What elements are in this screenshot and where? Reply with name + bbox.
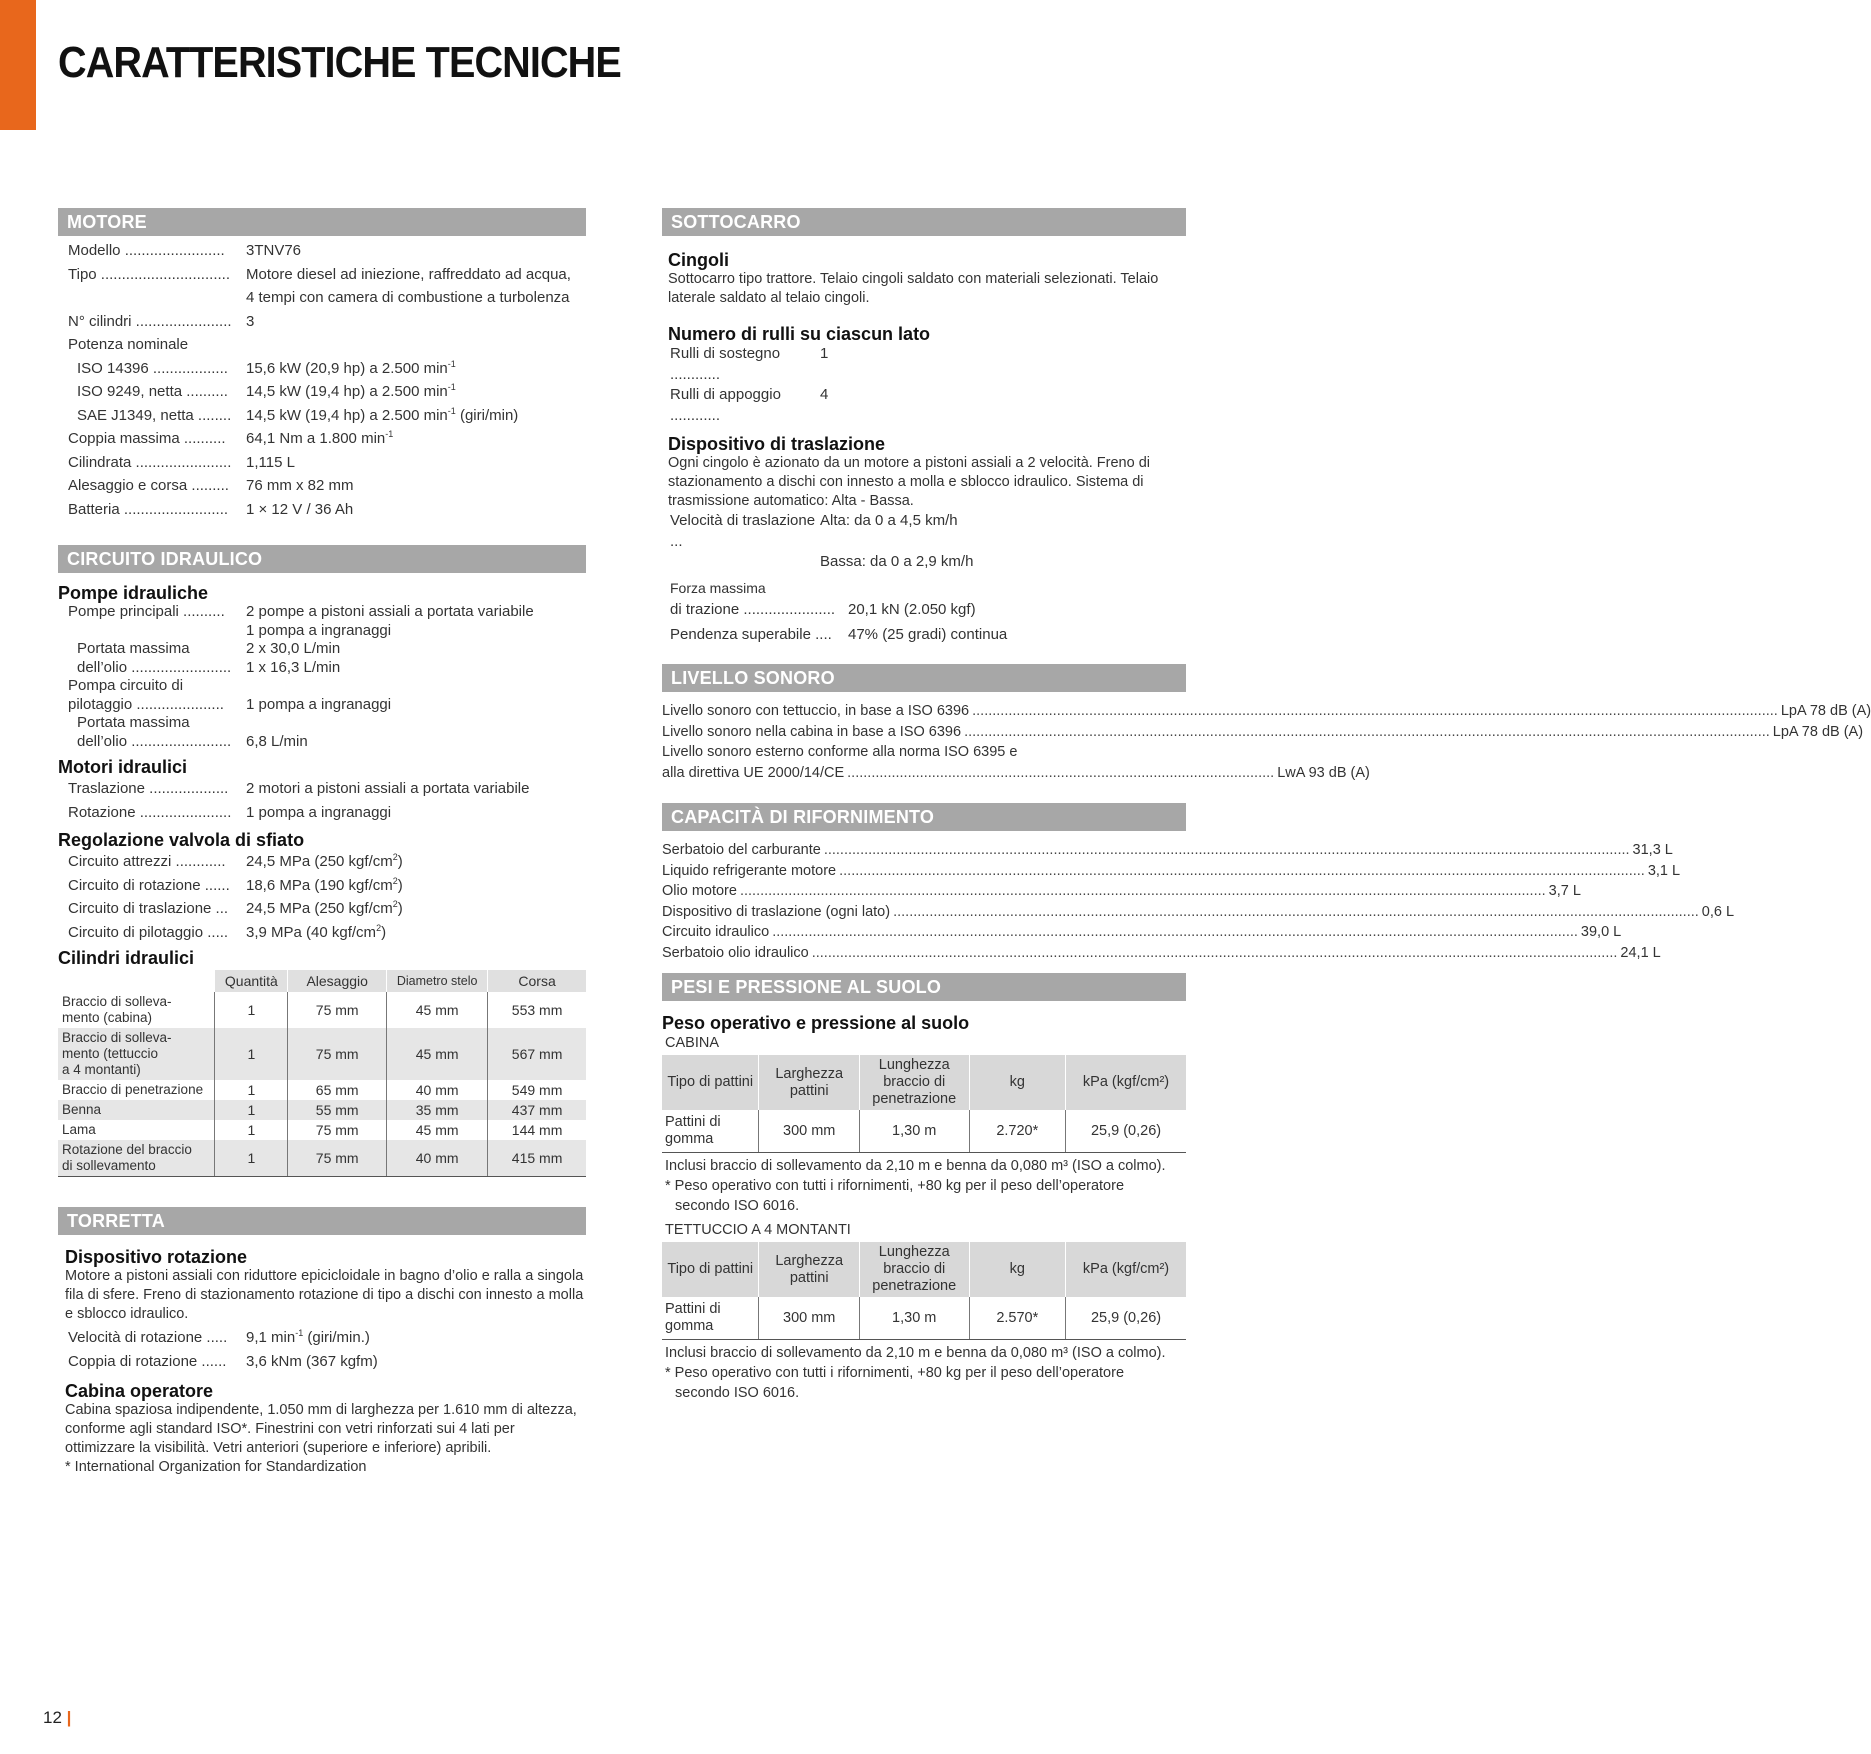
table-cell: Braccio di solleva- mento (cabina) — [62, 994, 172, 1025]
spec-value: 3,6 kNm (367 kgfm) — [246, 1352, 378, 1370]
spec-label: N° cilindri ....................... — [68, 312, 232, 330]
table-row — [58, 1080, 586, 1100]
row-value: 24,1 L — [1620, 944, 1661, 961]
spec-value: 3 — [246, 312, 255, 330]
spec-label: Cilindrata ....................... — [68, 453, 232, 471]
sonoro-list — [662, 701, 1871, 742]
column-header: Quantità — [215, 970, 288, 992]
spec-value: 1 × 12 V / 36 Ah — [246, 500, 354, 518]
table-cell: 1 — [215, 992, 288, 1028]
spec-row — [58, 622, 534, 641]
column-header: Corsa — [488, 970, 586, 992]
cabina-note-3: secondo ISO 6016. — [675, 1198, 800, 1214]
spec-row — [58, 921, 403, 945]
row-value: 31,3 L — [1632, 842, 1673, 858]
table-cell: 25,9 (0,26) — [1066, 1297, 1186, 1340]
table-cell: Benna — [58, 1100, 215, 1120]
table-cell: 2.720* — [969, 1110, 1066, 1153]
spec-value: 3,9 MPa (40 kgf/$cm^2$) — [246, 922, 387, 941]
column-header: Larghezza pattini — [759, 1242, 859, 1297]
spec-row — [660, 385, 828, 426]
table-row — [662, 1297, 1186, 1340]
spec-label: Coppia di rotazione ...... — [68, 1352, 227, 1370]
subheading-cingoli: Cingoli — [668, 250, 729, 270]
cilindri-table — [58, 970, 586, 1177]
spec-label: Rotazione ...................... — [68, 803, 232, 821]
cingoli-text: Sottocarro tipo trattore. Telaio cingoli saldato con materiali selezionati. Telaio laterale saldato al telaio cingoli. — [668, 271, 1159, 306]
spec-value: 1 pompa a ingranaggi — [246, 803, 392, 821]
column-header — [58, 970, 215, 992]
row-label: Serbatoio del carburante — [662, 842, 821, 858]
spec-label: Tipo ............................... — [68, 265, 230, 283]
table-cell: 75 mm — [288, 1028, 387, 1080]
spec-label: ISO 14396 .................. — [77, 359, 228, 377]
spec-row — [58, 850, 403, 874]
spec-value: 1 pompa a ingranaggi — [246, 621, 392, 639]
tettuccio-note-1: Inclusi braccio di sollevamento da 2,10 m e benna da 0,080 m³ (ISO a colmo). — [665, 1345, 1166, 1361]
row-label: Serbatoio olio idraulico — [662, 944, 809, 961]
section-header-circuito-idraulico: CIRCUITO IDRAULICO — [58, 545, 586, 573]
spec-row — [58, 874, 403, 898]
row-value: LpA 78 dB (A) — [1772, 723, 1864, 740]
spec-value: 14,5 kW (19,4 hp) a 2.500 $\min^{-1}$ (giri/min) — [246, 405, 519, 424]
tettuccio-note-3: secondo ISO 6016. — [675, 1385, 800, 1401]
superscript: -1 — [447, 405, 456, 416]
column-header: Larghezza pattini — [759, 1055, 859, 1110]
spec-label: Rulli di appoggio ............ — [670, 386, 781, 424]
superscript: -1 — [447, 382, 456, 392]
table-cell: Pattini di gomma — [662, 1110, 759, 1153]
spec-value: 3TNV76 — [246, 242, 302, 259]
spec-row — [58, 777, 529, 801]
spec-value — [246, 333, 571, 357]
table-cell: Pattini di gomma — [662, 1297, 759, 1340]
dot-leader: ........................................................................................................................................................................................................ — [772, 924, 1578, 940]
spec-value: 1 — [820, 345, 829, 362]
section-header-livello-sonoro: LIVELLO SONORO — [662, 664, 1186, 692]
table-cell: 45 mm — [387, 1120, 488, 1140]
capacita-list — [662, 840, 1735, 963]
dotted-row — [662, 722, 1864, 743]
spec-value: 1,115 L — [246, 453, 295, 471]
cabina-label: CABINA — [665, 1035, 719, 1051]
spec-value: 9,1 $\min^{-1}$ (giri/min.) — [246, 1328, 370, 1346]
subheading-rotazione: Dispositivo rotazione — [65, 1247, 248, 1267]
table-cell: 1 — [215, 1028, 288, 1080]
spec-row — [58, 310, 571, 334]
page-footer — [43, 1708, 71, 1728]
table-cell: 45 mm — [387, 992, 488, 1028]
spec-row — [58, 659, 534, 678]
spec-row — [58, 1326, 378, 1350]
table-cell: 567 mm — [488, 1028, 586, 1080]
table-cell: 437 mm — [488, 1100, 586, 1120]
spec-label: Circuito di rotazione ...... — [68, 876, 230, 894]
column-header: Lunghezza braccio di penetrazione — [859, 1055, 969, 1110]
spec-value: 6,8 L/min — [246, 732, 308, 750]
cabina-text: Cabina spaziosa indipendente, 1.050 mm di larghezza per 1.610 mm di altezza, conforme agli standard ISO*. Finestrini con vetri rinforzati sui 4 lati per ottimizzare la visibilità. Vetri anteriori (superiore e inferiore) apribili. — [65, 1402, 577, 1456]
table-row — [662, 1110, 1186, 1153]
spec-label: Coppia massima .......... — [68, 430, 226, 447]
column-header: Alesaggio — [288, 970, 387, 992]
spec-label: Batteria ......................... — [68, 500, 229, 518]
superscript: 2 — [392, 852, 398, 862]
spec-label: Alesaggio e corsa ......... — [68, 477, 229, 494]
column-header: kPa (kgf/cm²) — [1066, 1055, 1186, 1110]
motori-specs — [58, 777, 529, 824]
spec-label: Portata massima — [77, 640, 190, 657]
table-cell: 1 — [215, 1140, 288, 1177]
table-cell: 415 mm — [488, 1140, 586, 1177]
cabina-note-1: Inclusi braccio di sollevamento da 2,10 m e benna da 0,080 m³ (ISO a colmo). — [665, 1158, 1166, 1174]
table-row — [58, 1140, 586, 1177]
subheading-pompe: Pompe idrauliche — [58, 583, 209, 603]
spec-label: ISO 9249, netta .......... — [77, 383, 228, 400]
dotted-row — [662, 922, 1622, 943]
table-cell: 300 mm — [759, 1110, 859, 1153]
table-cell: 553 mm — [488, 992, 586, 1028]
spec-value: 2 motori a pistoni assiali a portata variabile — [246, 780, 530, 797]
table-cell: 75 mm — [288, 1140, 387, 1177]
column-header: kg — [969, 1242, 1066, 1297]
spec-value: 24,5 MPa (250 kgf/$cm^2$) — [246, 852, 403, 870]
table-cell: 2.570* — [969, 1297, 1066, 1340]
dot-leader: ........................................................................................................................................................................................................ — [893, 903, 1699, 920]
table-cell: Braccio di penetrazione — [62, 1082, 204, 1097]
subheading-cabina: Cabina operatore — [65, 1381, 214, 1401]
subheading-cilindri: Cilindri idraulici — [58, 948, 195, 968]
superscript: 2 — [376, 922, 382, 933]
spec-label: Pompe principali .......... — [68, 603, 225, 620]
spec-value: 2 pompe a pistoni assiali a portata variabile — [246, 603, 534, 620]
row-value: 3,7 L — [1548, 883, 1581, 899]
subheading-rulli: Numero di rulli su ciascun lato — [668, 324, 931, 344]
table-header-row — [662, 1055, 1186, 1110]
motore-specs — [58, 239, 571, 521]
spec-value: 1 x 16,3 L/min — [246, 658, 341, 676]
dotted-row — [662, 840, 1673, 861]
spec-row — [58, 897, 403, 921]
spec-row — [58, 427, 571, 451]
right-column — [662, 208, 1871, 1403]
section-header-pesi: PESI E PRESSIONE AL SUOLO — [662, 973, 1186, 1001]
superscript: -1 — [385, 429, 394, 439]
spec-value: 4 tempi con camera di combustione a turbolenza — [246, 289, 570, 306]
dotted-row — [662, 902, 1735, 923]
spec-value: 64,1 Nm a 1.800 $\min^{-1}$ — [246, 429, 394, 447]
section-header-motore: MOTORE — [58, 208, 586, 236]
table-cell: Lama — [62, 1122, 96, 1137]
row-label: Liquido refrigerante motore — [662, 862, 837, 879]
tettuccio-note-2: * Peso operativo con tutti i rifornimenti, +80 kg per il peso dell’operatore — [665, 1365, 1125, 1381]
dot-leader: ........................................................................................................................................................................................................ — [972, 703, 1778, 719]
subheading-motori: Motori idraulici — [58, 757, 188, 777]
spec-value: 1 pompa a ingranaggi — [246, 695, 392, 713]
superscript: 2 — [392, 875, 398, 886]
spec-value — [246, 677, 534, 696]
table-cell: 144 mm — [488, 1120, 586, 1140]
spec-row — [58, 286, 571, 310]
spec-row — [58, 677, 534, 696]
table-row — [58, 1120, 586, 1140]
tettuccio-label: TETTUCCIO A 4 MONTANTI — [665, 1222, 851, 1238]
traslazione-text: Ogni cingolo è azionato da un motore a pistoni assiali a 2 velocità. Freno di stazionamento a dischi con innesto a molla e sblocco idraulico. Sistema di trasmissione automatico: Alta - Bassa. — [668, 455, 1151, 509]
table-cell: 1,30 m — [859, 1110, 969, 1153]
spec-label: Pompa circuito di — [68, 677, 184, 694]
table-cell: 40 mm — [387, 1080, 488, 1100]
spec-value: 14,5 kW (19,4 hp) a 2.500 $\min^{-1}$ — [246, 382, 456, 400]
row-label: Olio motore — [662, 883, 737, 899]
subheading-peso-operativo: Peso operativo e pressione al suolo — [662, 1013, 970, 1033]
table-cell: 1,30 m — [859, 1297, 969, 1340]
spec-row — [58, 451, 571, 475]
spec-row — [660, 511, 973, 552]
dot-leader: ........................................................................................................................................................................................................ — [739, 883, 1546, 899]
table-row — [58, 1028, 586, 1080]
spec-row — [58, 239, 571, 263]
superscript: 2 — [392, 899, 398, 909]
row-value: LpA 78 dB (A) — [1780, 703, 1871, 719]
row-label: Dispositivo di traslazione (ogni lato) — [662, 903, 891, 920]
left-column — [58, 208, 586, 1477]
spec-label: Potenza nominale — [68, 336, 189, 353]
cabina-note: * International Organization for Standardization — [65, 1459, 367, 1475]
dotted-row — [662, 881, 1581, 902]
row-label: Circuito idraulico — [662, 924, 770, 940]
column-header: Tipo di pattini — [662, 1055, 759, 1110]
spec-label: Modello ........................ — [68, 242, 225, 259]
spec-row — [58, 357, 571, 381]
spec-value: 4 — [820, 386, 829, 403]
rotazione-specs — [58, 1326, 378, 1373]
column-header: kPa (kgf/cm²) — [1066, 1242, 1186, 1297]
page-separator: | — [66, 1708, 72, 1727]
spec-row — [58, 733, 534, 752]
spec-label: Circuito attrezzi ............ — [68, 853, 226, 870]
column-header: Diametro stelo — [387, 970, 488, 992]
spec-value: 18,6 MPa (190 kgf/$cm^2$) — [246, 875, 403, 894]
spec-row — [58, 404, 571, 428]
column-header: kg — [969, 1055, 1066, 1110]
spec-row — [58, 474, 571, 498]
dot-leader: ........................................................................................................................................................................................................ — [964, 723, 1770, 740]
table-cell: 55 mm — [288, 1100, 387, 1120]
spec-row — [660, 344, 828, 385]
spec-value: Bassa: da 0 a 2,9 km/h — [820, 553, 974, 570]
spec-label: Traslazione ................... — [68, 780, 229, 797]
spec-label: Portata massima — [77, 714, 190, 731]
table-cell: Braccio di solleva- mento (tettuccio a 4 montanti) — [58, 1028, 215, 1080]
spec-label — [660, 552, 820, 573]
spec-value: 24,5 MPa (250 kgf/$cm^2$) — [246, 899, 403, 917]
spec-label: SAE J1349, netta ........ — [77, 406, 232, 424]
column-header: Tipo di pattini — [662, 1242, 759, 1297]
spec-value: 76 mm x 82 mm — [246, 477, 354, 494]
sfiato-specs — [58, 850, 403, 944]
spec-label: Velocità di rotazione ..... — [68, 1329, 228, 1346]
table-header-row — [58, 970, 586, 992]
rulli-specs — [660, 344, 828, 426]
weight-table-cabina — [662, 1055, 1186, 1153]
superscript: -1 — [447, 358, 456, 369]
spec-label: dell’olio ........................ — [77, 658, 232, 676]
subheading-sfiato: Regolazione valvola di sfiato — [58, 830, 305, 850]
spec-label: Circuito di traslazione ... — [68, 900, 229, 917]
spec-label: dell’olio ........................ — [77, 732, 232, 750]
weight-table-tettuccio — [662, 1242, 1186, 1340]
table-row — [58, 992, 586, 1028]
pompe-specs — [58, 603, 534, 751]
row-label: Livello sonoro con tettuccio, in base a ISO 6396 — [662, 703, 970, 719]
page-number: 12 — [43, 1708, 62, 1727]
spec-row — [58, 801, 529, 825]
table-row — [58, 1100, 586, 1120]
column-header: Lunghezza braccio di penetrazione — [859, 1242, 969, 1297]
row-label: Livello sonoro nella cabina in base a ISO 6396 — [662, 723, 962, 740]
table-cell: Rotazione del braccio di sollevamento — [58, 1140, 215, 1177]
spec-label — [58, 286, 246, 310]
spec-row — [58, 333, 571, 357]
sonoro-ext-line1: Livello sonoro esterno conforme alla norma ISO 6395 e — [662, 744, 1018, 760]
table-cell: 1 — [215, 1100, 288, 1120]
dot-leader: ........................................................................................................................................................................................................ — [823, 842, 1630, 858]
dot-leader: ........................................................................................................................................................................................................ — [811, 944, 1618, 961]
superscript: -1 — [295, 1328, 304, 1338]
spec-row — [58, 640, 534, 659]
table-cell: 300 mm — [759, 1297, 859, 1340]
sonoro-ext-line2: alla direttiva UE 2000/14/CE .......................................................................................................... LwA 93 dB (A) — [662, 764, 1370, 781]
dotted-row — [662, 701, 1871, 722]
spec-row — [58, 263, 571, 287]
spec-row — [58, 603, 534, 622]
spec-row — [58, 380, 571, 404]
spec-value: 15,6 kW (20,9 hp) a 2.500 $\min^{-1}$ — [246, 358, 456, 377]
spec-value: 2 x 30,0 L/min — [246, 640, 341, 657]
spec-row — [58, 714, 534, 733]
spec-label: pilotaggio ..................... — [68, 695, 224, 713]
spec-value — [246, 714, 534, 733]
row-value: 39,0 L — [1580, 924, 1622, 940]
section-header-capacita: CAPACITÀ DI RIFORNIMENTO — [662, 803, 1186, 831]
table-cell: 1 — [215, 1120, 288, 1140]
spec-label: Rulli di sostegno ............ — [670, 345, 781, 383]
table-cell: 25,9 (0,26) — [1066, 1110, 1186, 1153]
table-cell: 45 mm — [387, 1028, 488, 1080]
spec-label — [58, 622, 246, 641]
cabina-note-2: * Peso operativo con tutti i rifornimenti, +80 kg per il peso dell’operatore — [665, 1178, 1125, 1194]
dot-leader: ........................................................................................................................................................................................................ — [839, 862, 1645, 879]
table-cell: 75 mm — [288, 992, 387, 1028]
spec-label: Circuito di pilotaggio ..... — [68, 923, 229, 941]
spec-row — [58, 696, 534, 715]
traslazione-specs — [660, 511, 973, 573]
forza-specs: Forza massima di trazione ...................... 20,1 kN (2.050 kgf) Pendenza superabile .... 47% (25 gradi) continua — [670, 579, 1008, 643]
dotted-row — [662, 861, 1681, 882]
table-cell: 65 mm — [288, 1080, 387, 1100]
table-cell: 1 — [215, 1080, 288, 1100]
spec-row — [58, 498, 571, 522]
orange-accent-bar — [0, 0, 36, 130]
spec-value: Motore diesel ad iniezione, raffreddato ad acqua, — [246, 265, 571, 283]
table-cell: 549 mm — [488, 1080, 586, 1100]
row-value: 0,6 L — [1701, 903, 1735, 920]
rotazione-text: Motore a pistoni assiali con riduttore epicicloidale in bagno d’olio e ralla a singola fila di sfere. Freno di stazionamento rotazione di tipo a dischi con innesto a molla e sblocco idraulico. — [65, 1268, 584, 1322]
row-value: 3,1 L — [1647, 862, 1681, 879]
spec-label: Velocità di traslazione ... — [670, 512, 816, 550]
page-title: CARATTERISTICHE TECNICHE — [58, 38, 621, 87]
table-cell: 35 mm — [387, 1100, 488, 1120]
spec-row — [660, 552, 973, 573]
subheading-traslazione: Dispositivo di traslazione — [668, 434, 886, 454]
spec-row — [58, 1350, 378, 1374]
dotted-row — [662, 943, 1661, 964]
section-header-torretta: TORRETTA — [58, 1207, 586, 1235]
table-cell: 75 mm — [288, 1120, 387, 1140]
table-header-row — [662, 1242, 1186, 1297]
section-header-sottocarro: SOTTOCARRO — [662, 208, 1186, 236]
table-cell: 40 mm — [387, 1140, 488, 1177]
spec-value: Alta: da 0 a 4,5 km/h — [820, 512, 958, 529]
